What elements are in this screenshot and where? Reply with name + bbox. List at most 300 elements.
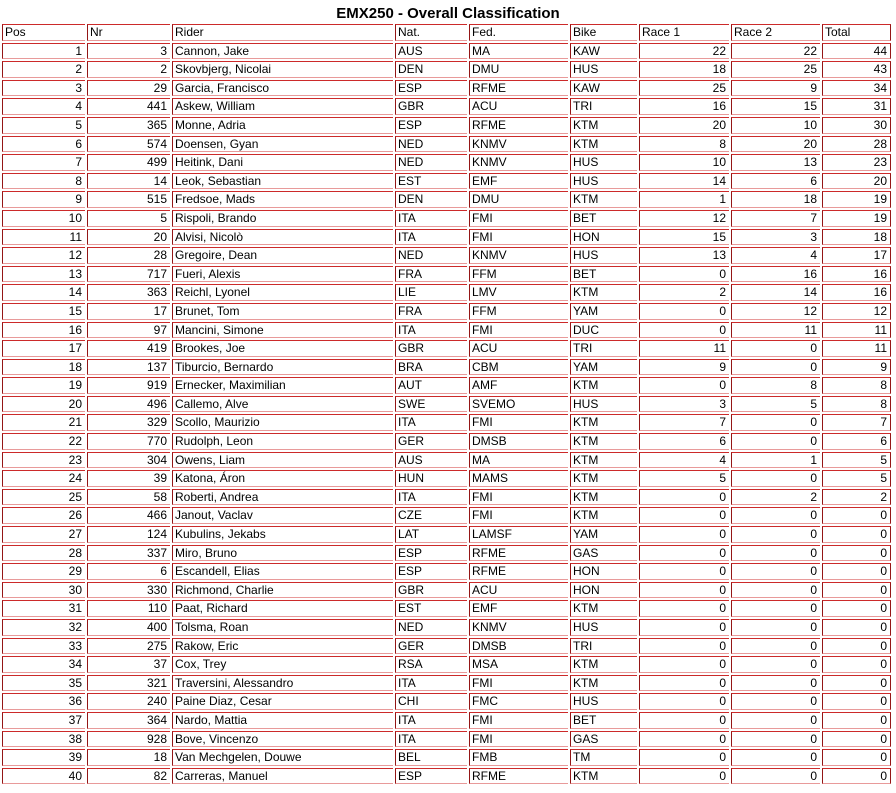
cell-fed: KNMV: [469, 619, 568, 636]
table-row: [2, 173, 891, 190]
cell-race2: 7: [731, 210, 820, 227]
cell-bike: TRI: [570, 98, 637, 115]
cell-rider: Kubulins, Jekabs: [172, 526, 393, 543]
cell-total: 0: [822, 507, 891, 524]
column-header-nr: Nr: [87, 24, 170, 41]
table-row: [2, 284, 891, 301]
cell-bike: HUS: [570, 61, 637, 78]
cell-race2: 0: [731, 359, 820, 376]
table-row: [2, 154, 891, 171]
cell-pos: 39: [2, 749, 85, 766]
cell-rider: Rispoli, Brando: [172, 210, 393, 227]
cell-race2: 0: [731, 749, 820, 766]
cell-nat: NED: [395, 154, 467, 171]
cell-pos: 2: [2, 61, 85, 78]
cell-rider: Brunet, Tom: [172, 303, 393, 320]
cell-nr: 82: [87, 768, 170, 785]
cell-race1: 10: [639, 154, 729, 171]
cell-rider: Brookes, Joe: [172, 340, 393, 357]
cell-total: 7: [822, 414, 891, 431]
cell-fed: FMB: [469, 749, 568, 766]
cell-total: 18: [822, 229, 891, 246]
table-row: [2, 489, 891, 506]
cell-bike: HUS: [570, 154, 637, 171]
table-row: [2, 414, 891, 431]
cell-race2: 0: [731, 433, 820, 450]
table-row: [2, 526, 891, 543]
cell-race1: 5: [639, 470, 729, 487]
cell-race1: 0: [639, 656, 729, 673]
cell-nr: 110: [87, 600, 170, 617]
cell-bike: HUS: [570, 396, 637, 413]
cell-pos: 1: [2, 43, 85, 60]
cell-nat: FRA: [395, 303, 467, 320]
table-row: [2, 507, 891, 524]
cell-pos: 33: [2, 638, 85, 655]
column-header-bike: Bike: [570, 24, 637, 41]
cell-race1: 16: [639, 98, 729, 115]
cell-race2: 3: [731, 229, 820, 246]
cell-race2: 14: [731, 284, 820, 301]
cell-pos: 34: [2, 656, 85, 673]
cell-bike: GAS: [570, 731, 637, 748]
cell-nr: 574: [87, 136, 170, 153]
cell-bike: YAM: [570, 359, 637, 376]
cell-nr: 37: [87, 656, 170, 673]
cell-nat: HUN: [395, 470, 467, 487]
cell-nr: 5: [87, 210, 170, 227]
cell-nat: BRA: [395, 359, 467, 376]
cell-race1: 1: [639, 191, 729, 208]
cell-fed: FMI: [469, 229, 568, 246]
cell-fed: FMI: [469, 489, 568, 506]
cell-bike: KTM: [570, 433, 637, 450]
table-row: [2, 340, 891, 357]
cell-race2: 8: [731, 377, 820, 394]
cell-race1: 22: [639, 43, 729, 60]
cell-total: 0: [822, 582, 891, 599]
cell-bike: BET: [570, 712, 637, 729]
column-header-pos: Pos: [2, 24, 85, 41]
cell-race1: 0: [639, 768, 729, 785]
cell-rider: Janout, Vaclav: [172, 507, 393, 524]
cell-fed: ACU: [469, 582, 568, 599]
cell-fed: FMI: [469, 210, 568, 227]
cell-total: 0: [822, 656, 891, 673]
cell-fed: FFM: [469, 303, 568, 320]
cell-race2: 0: [731, 619, 820, 636]
cell-rider: Askew, William: [172, 98, 393, 115]
cell-race2: 0: [731, 545, 820, 562]
cell-race1: 0: [639, 489, 729, 506]
cell-nr: 124: [87, 526, 170, 543]
table-row: [2, 712, 891, 729]
cell-total: 28: [822, 136, 891, 153]
cell-race2: 0: [731, 768, 820, 785]
cell-rider: Carreras, Manuel: [172, 768, 393, 785]
cell-rider: Garcia, Francisco: [172, 80, 393, 97]
cell-nat: AUS: [395, 43, 467, 60]
cell-race1: 2: [639, 284, 729, 301]
cell-nat: ESP: [395, 768, 467, 785]
cell-total: 30: [822, 117, 891, 134]
cell-race2: 0: [731, 693, 820, 710]
cell-fed: FMI: [469, 322, 568, 339]
cell-pos: 22: [2, 433, 85, 450]
cell-nr: 337: [87, 545, 170, 562]
cell-fed: DMSB: [469, 638, 568, 655]
cell-nr: 321: [87, 675, 170, 692]
cell-rider: Fueri, Alexis: [172, 266, 393, 283]
cell-total: 0: [822, 563, 891, 580]
cell-nr: 3: [87, 43, 170, 60]
cell-fed: SVEMO: [469, 396, 568, 413]
cell-nr: 2: [87, 61, 170, 78]
cell-fed: KNMV: [469, 154, 568, 171]
cell-total: 9: [822, 359, 891, 376]
cell-total: 0: [822, 600, 891, 617]
cell-total: 0: [822, 526, 891, 543]
cell-race1: 0: [639, 675, 729, 692]
cell-nat: ITA: [395, 731, 467, 748]
cell-nat: GBR: [395, 98, 467, 115]
cell-race2: 0: [731, 582, 820, 599]
cell-bike: KTM: [570, 136, 637, 153]
cell-race2: 5: [731, 396, 820, 413]
cell-pos: 21: [2, 414, 85, 431]
cell-race2: 4: [731, 247, 820, 264]
cell-nat: GBR: [395, 340, 467, 357]
cell-nr: 275: [87, 638, 170, 655]
cell-pos: 10: [2, 210, 85, 227]
cell-nat: AUT: [395, 377, 467, 394]
cell-race1: 0: [639, 749, 729, 766]
cell-rider: Ernecker, Maximilian: [172, 377, 393, 394]
table-row: [2, 61, 891, 78]
cell-nr: 20: [87, 229, 170, 246]
cell-race2: 0: [731, 675, 820, 692]
cell-bike: KTM: [570, 507, 637, 524]
cell-bike: YAM: [570, 526, 637, 543]
cell-nat: NED: [395, 247, 467, 264]
column-header-nat: Nat.: [395, 24, 467, 41]
cell-nat: ESP: [395, 545, 467, 562]
table-row: [2, 563, 891, 580]
cell-total: 0: [822, 675, 891, 692]
cell-bike: KTM: [570, 452, 637, 469]
cell-rider: Fredsoe, Mads: [172, 191, 393, 208]
cell-nat: ESP: [395, 563, 467, 580]
cell-nat: EST: [395, 600, 467, 617]
cell-pos: 12: [2, 247, 85, 264]
table-row: [2, 638, 891, 655]
cell-nr: 304: [87, 452, 170, 469]
cell-pos: 23: [2, 452, 85, 469]
cell-nr: 18: [87, 749, 170, 766]
cell-race1: 0: [639, 619, 729, 636]
table-row: [2, 452, 891, 469]
cell-bike: KTM: [570, 600, 637, 617]
cell-pos: 18: [2, 359, 85, 376]
cell-race2: 12: [731, 303, 820, 320]
cell-nat: GER: [395, 638, 467, 655]
table-row: [2, 322, 891, 339]
cell-pos: 4: [2, 98, 85, 115]
cell-total: 0: [822, 768, 891, 785]
cell-race2: 0: [731, 656, 820, 673]
cell-bike: HON: [570, 229, 637, 246]
cell-bike: HUS: [570, 247, 637, 264]
table-row: [2, 600, 891, 617]
cell-bike: TRI: [570, 340, 637, 357]
cell-pos: 36: [2, 693, 85, 710]
cell-race1: 0: [639, 638, 729, 655]
cell-pos: 7: [2, 154, 85, 171]
cell-race1: 15: [639, 229, 729, 246]
cell-rider: Paine Diaz, Cesar: [172, 693, 393, 710]
cell-rider: Owens, Liam: [172, 452, 393, 469]
table-row: [2, 693, 891, 710]
table-row: [2, 117, 891, 134]
cell-fed: RFME: [469, 117, 568, 134]
table-row: [2, 545, 891, 562]
cell-nr: 39: [87, 470, 170, 487]
cell-nat: CZE: [395, 507, 467, 524]
column-header-rider: Rider: [172, 24, 393, 41]
cell-bike: HUS: [570, 693, 637, 710]
cell-nat: ITA: [395, 322, 467, 339]
cell-bike: KTM: [570, 414, 637, 431]
cell-nat: ITA: [395, 210, 467, 227]
table-row: [2, 98, 891, 115]
cell-rider: Paat, Richard: [172, 600, 393, 617]
cell-fed: FFM: [469, 266, 568, 283]
cell-pos: 17: [2, 340, 85, 357]
cell-race2: 2: [731, 489, 820, 506]
cell-race2: 0: [731, 600, 820, 617]
cell-race2: 0: [731, 526, 820, 543]
cell-total: 5: [822, 452, 891, 469]
cell-bike: KTM: [570, 284, 637, 301]
table-row: [2, 396, 891, 413]
cell-rider: Heitink, Dani: [172, 154, 393, 171]
cell-pos: 38: [2, 731, 85, 748]
cell-bike: KTM: [570, 377, 637, 394]
table-row: [2, 247, 891, 264]
cell-pos: 32: [2, 619, 85, 636]
cell-fed: DMU: [469, 191, 568, 208]
cell-nr: 6: [87, 563, 170, 580]
cell-pos: 37: [2, 712, 85, 729]
cell-total: 19: [822, 191, 891, 208]
cell-bike: KTM: [570, 656, 637, 673]
cell-race2: 11: [731, 322, 820, 339]
cell-fed: FMI: [469, 414, 568, 431]
cell-fed: FMI: [469, 675, 568, 692]
table-row: [2, 80, 891, 97]
cell-pos: 28: [2, 545, 85, 562]
table-row: [2, 656, 891, 673]
cell-nat: NED: [395, 619, 467, 636]
cell-fed: DMU: [469, 61, 568, 78]
cell-race2: 9: [731, 80, 820, 97]
cell-race1: 0: [639, 526, 729, 543]
cell-rider: Callemo, Alve: [172, 396, 393, 413]
column-header-race1: Race 1: [639, 24, 729, 41]
cell-rider: Escandell, Elias: [172, 563, 393, 580]
results-tbody: [2, 43, 891, 785]
cell-nr: 365: [87, 117, 170, 134]
cell-race1: 0: [639, 266, 729, 283]
cell-total: 6: [822, 433, 891, 450]
cell-pos: 40: [2, 768, 85, 785]
cell-pos: 11: [2, 229, 85, 246]
classification-table: [0, 22, 893, 786]
cell-bike: KTM: [570, 489, 637, 506]
cell-nr: 419: [87, 340, 170, 357]
table-row: [2, 136, 891, 153]
cell-rider: Scollo, Maurizio: [172, 414, 393, 431]
table-row: [2, 229, 891, 246]
cell-nr: 770: [87, 433, 170, 450]
cell-race1: 0: [639, 563, 729, 580]
cell-nat: ITA: [395, 229, 467, 246]
cell-race1: 0: [639, 600, 729, 617]
cell-rider: Doensen, Gyan: [172, 136, 393, 153]
cell-nat: NED: [395, 136, 467, 153]
cell-nr: 58: [87, 489, 170, 506]
cell-fed: RFME: [469, 545, 568, 562]
table-row: [2, 749, 891, 766]
cell-nat: SWE: [395, 396, 467, 413]
cell-nr: 717: [87, 266, 170, 283]
cell-rider: Bove, Vincenzo: [172, 731, 393, 748]
cell-nr: 137: [87, 359, 170, 376]
cell-pos: 13: [2, 266, 85, 283]
cell-bike: KTM: [570, 470, 637, 487]
cell-nr: 329: [87, 414, 170, 431]
cell-nat: DEN: [395, 61, 467, 78]
cell-race1: 4: [639, 452, 729, 469]
table-header-row: [2, 24, 891, 41]
cell-bike: TRI: [570, 638, 637, 655]
cell-nr: 466: [87, 507, 170, 524]
cell-race1: 0: [639, 545, 729, 562]
cell-nat: GBR: [395, 582, 467, 599]
cell-total: 43: [822, 61, 891, 78]
cell-nat: LIE: [395, 284, 467, 301]
cell-bike: KAW: [570, 43, 637, 60]
cell-nat: ITA: [395, 414, 467, 431]
table-row: [2, 359, 891, 376]
cell-total: 2: [822, 489, 891, 506]
table-row: [2, 303, 891, 320]
cell-nr: 240: [87, 693, 170, 710]
cell-fed: EMF: [469, 600, 568, 617]
cell-pos: 9: [2, 191, 85, 208]
cell-pos: 27: [2, 526, 85, 543]
cell-bike: DUC: [570, 322, 637, 339]
table-row: [2, 731, 891, 748]
cell-nr: 400: [87, 619, 170, 636]
cell-race2: 20: [731, 136, 820, 153]
cell-race2: 0: [731, 414, 820, 431]
cell-total: 0: [822, 545, 891, 562]
cell-fed: ACU: [469, 98, 568, 115]
cell-nr: 496: [87, 396, 170, 413]
cell-fed: CBM: [469, 359, 568, 376]
table-row: [2, 619, 891, 636]
cell-bike: HUS: [570, 619, 637, 636]
table-row: [2, 433, 891, 450]
cell-fed: FMC: [469, 693, 568, 710]
cell-race2: 0: [731, 470, 820, 487]
cell-bike: KTM: [570, 675, 637, 692]
cell-total: 44: [822, 43, 891, 60]
cell-nr: 14: [87, 173, 170, 190]
cell-total: 0: [822, 749, 891, 766]
cell-rider: Monne, Adria: [172, 117, 393, 134]
cell-race2: 13: [731, 154, 820, 171]
cell-bike: HON: [570, 563, 637, 580]
cell-race1: 6: [639, 433, 729, 450]
cell-nat: RSA: [395, 656, 467, 673]
cell-rider: Leok, Sebastian: [172, 173, 393, 190]
cell-total: 20: [822, 173, 891, 190]
table-row: [2, 266, 891, 283]
page-title: EMX250 - Overall Classification: [336, 5, 560, 22]
cell-race1: 0: [639, 377, 729, 394]
cell-total: 12: [822, 303, 891, 320]
column-header-total: Total: [822, 24, 891, 41]
cell-total: 19: [822, 210, 891, 227]
cell-rider: Alvisi, Nicolò: [172, 229, 393, 246]
cell-rider: Nardo, Mattia: [172, 712, 393, 729]
cell-rider: Roberti, Andrea: [172, 489, 393, 506]
cell-total: 5: [822, 470, 891, 487]
cell-bike: KAW: [570, 80, 637, 97]
cell-rider: Gregoire, Dean: [172, 247, 393, 264]
cell-nat: DEN: [395, 191, 467, 208]
cell-nr: 499: [87, 154, 170, 171]
cell-total: 0: [822, 712, 891, 729]
cell-fed: FMI: [469, 731, 568, 748]
table-row: [2, 210, 891, 227]
cell-pos: 35: [2, 675, 85, 692]
cell-rider: Rakow, Eric: [172, 638, 393, 655]
cell-fed: EMF: [469, 173, 568, 190]
cell-nr: 97: [87, 322, 170, 339]
table-row: [2, 191, 891, 208]
cell-pos: 24: [2, 470, 85, 487]
cell-bike: KTM: [570, 191, 637, 208]
cell-total: 16: [822, 266, 891, 283]
cell-fed: ACU: [469, 340, 568, 357]
cell-nr: 330: [87, 582, 170, 599]
cell-total: 23: [822, 154, 891, 171]
cell-race2: 25: [731, 61, 820, 78]
cell-nr: 29: [87, 80, 170, 97]
cell-pos: 29: [2, 563, 85, 580]
cell-nr: 441: [87, 98, 170, 115]
cell-nat: ESP: [395, 80, 467, 97]
cell-total: 8: [822, 377, 891, 394]
cell-rider: Mancini, Simone: [172, 322, 393, 339]
cell-nat: ITA: [395, 712, 467, 729]
cell-nat: GER: [395, 433, 467, 450]
cell-total: 31: [822, 98, 891, 115]
cell-race2: 0: [731, 563, 820, 580]
